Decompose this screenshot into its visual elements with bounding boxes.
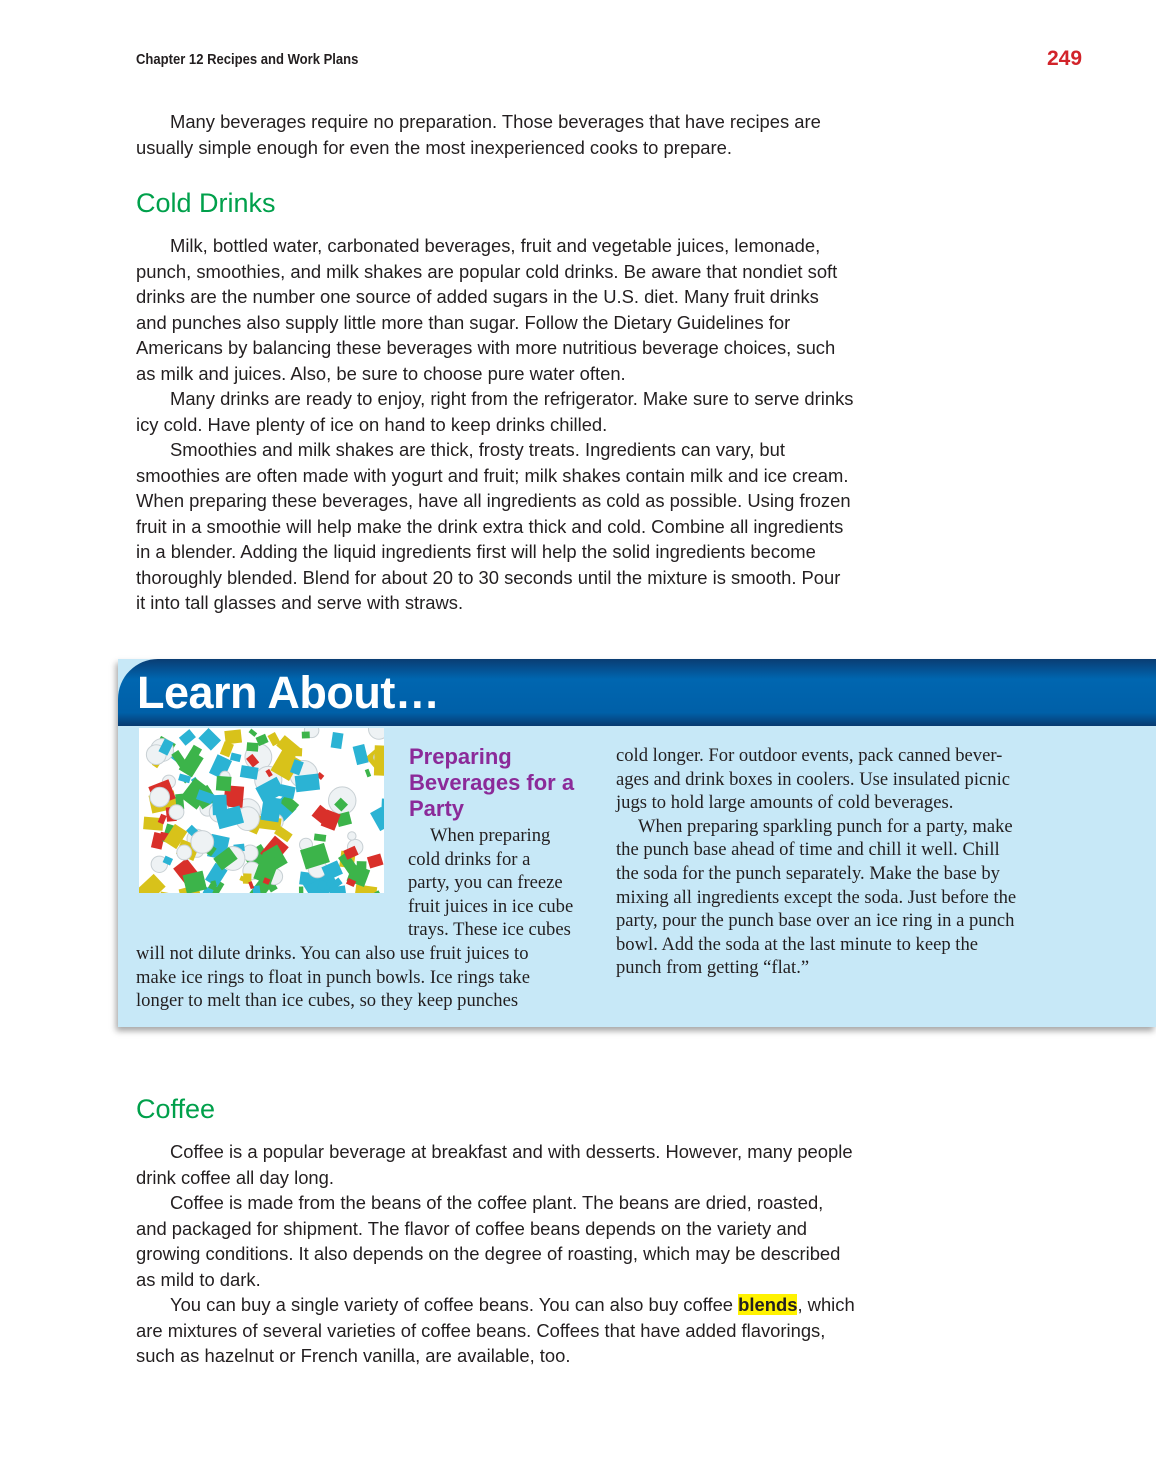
ice-shapes-image [139, 728, 384, 893]
text: , which [797, 1294, 855, 1315]
ice-shape [353, 884, 378, 893]
ice-shape [260, 796, 282, 822]
text-line: it into tall glasses and serve with straws. [136, 592, 464, 613]
text-line: as milk and juices. Also, be sure to choose pure water often. [136, 362, 626, 384]
text-line: the punch base ahead of time and chill it well. Chill [616, 839, 1000, 861]
running-head: Chapter 12 Recipes and Work Plans [136, 52, 359, 68]
ice-shape [348, 832, 356, 840]
text-line: such as hazelnut or French vanilla, are available, too. [136, 1345, 571, 1366]
sidebar-heading-line: Preparing [409, 744, 512, 769]
coffee-tail-lines [136, 1318, 855, 1369]
ice-shape [368, 728, 384, 739]
ice-shape [357, 861, 367, 871]
ice-shape [150, 787, 170, 807]
ice-shape [230, 753, 241, 763]
text: You can buy a single variety of coffee beans. You can also buy coffee [170, 1294, 739, 1315]
text-line: bowl. Add the soda at the last minute to keep the [616, 933, 978, 955]
blend-line [136, 1292, 855, 1318]
text-line: cold drinks for a [408, 848, 531, 870]
text-line: fruit juices in ice cube [408, 895, 574, 917]
ice-shape [248, 881, 254, 889]
sidebar-heading-line: Party [409, 796, 465, 821]
text-line: smoothies are often made with yogurt and fruit; milk shakes contain milk and ice cream. [136, 464, 849, 486]
ice-shape [246, 742, 258, 752]
text-line: icy cold. Have plenty of ice on hand to keep drinks chilled. [136, 413, 608, 435]
key-term-blends: blends [738, 1294, 798, 1315]
text-line: growing conditions. It also depends on the degree of roasting, which may be described [136, 1243, 841, 1264]
text-line: the soda for the punch separately. Make the base by [616, 862, 1000, 884]
text-line: thoroughly blended. Blend for about 20 to 30 seconds until the mixture is smooth. Pour [136, 566, 841, 588]
sidebar-col1-narrow [408, 824, 573, 942]
ice-shape [295, 773, 320, 792]
intro-paragraph [136, 109, 821, 160]
ice-shape [198, 728, 221, 751]
ice-shape [302, 732, 310, 739]
text-line: will not dilute drinks. You can also use fruit juices to [136, 943, 529, 964]
text-line: trays. These ice cubes [408, 919, 571, 941]
text-line: make ice rings to float in punch bowls. Ice rings take [136, 966, 530, 988]
text-line: Milk, bottled water, carbonated beverages, fruit and vegetable juices, lemonade, [170, 235, 821, 256]
text-line: party, you can freeze [408, 872, 563, 894]
text-line: Coffee is a popular beverage at breakfast and with desserts. However, many people [170, 1141, 853, 1162]
ice-shape [249, 729, 258, 737]
text-line: party, pour the punch base over an ice ring in a punch [616, 910, 1015, 932]
text-line: and punches also supply little more than sugar. Follow the Dietary Guidelines for [136, 311, 791, 333]
sidebar-heading-line: Beverages for a [409, 770, 575, 795]
text-line: are mixtures of several varieties of coffee beans. Coffees that have added flavorings, [136, 1319, 826, 1341]
sidebar-heading [409, 744, 574, 822]
coffee-lines [136, 1139, 855, 1292]
ice-shape [179, 729, 196, 746]
text-line: Americans by balancing these beverages with more nutritious beverage choices, such [136, 337, 836, 358]
text-line: When preparing these beverages, have all ingredients as cold as possible. Using frozen [136, 490, 851, 511]
coffee-text [136, 1139, 855, 1369]
ice-shapes-illustration [139, 728, 384, 893]
text-line: Smoothies and milk shakes are thick, frosty treats. Ingredients can vary, but [170, 439, 785, 460]
ice-shape [224, 729, 242, 744]
ice-shape [374, 745, 384, 776]
text-line: When preparing sparkling punch for a party, make [638, 815, 1013, 837]
text-line: and packaged for shipment. The flavor of coffee beans depends on the variety and [136, 1217, 808, 1239]
text-line: cold longer. For outdoor events, pack canned bever- [616, 745, 1003, 766]
ice-shape [331, 732, 344, 749]
text-line: mixing all ingredients except the soda. Just before the [616, 886, 1017, 908]
text-line: drinks are the number one source of added sugars in the U.S. diet. Many fruit drinks [136, 286, 819, 307]
text-line: in a blender. Adding the liquid ingredients first will help the solid ingredients become [136, 541, 816, 562]
text-line: Many beverages require no preparation. Those beverages that have recipes are [170, 111, 821, 132]
text-line: punch from getting “flat.” [616, 957, 810, 979]
section-heading-cold-drinks: Cold Drinks [136, 188, 276, 218]
text-line: as mild to dark. [136, 1268, 261, 1290]
text-line: usually simple enough for even the most inexperienced cooks to prepare. [136, 136, 732, 158]
sidebar-col1-wide [136, 942, 530, 1013]
ice-shape [367, 853, 384, 868]
ice-shape [278, 784, 295, 799]
cold-drinks-text [136, 233, 853, 616]
ice-shape [365, 769, 371, 778]
ice-shape [314, 833, 327, 841]
ice-shape [169, 805, 184, 820]
learn-about-title: Learn About… [137, 667, 440, 718]
sidebar-col2 [616, 744, 1016, 980]
ice-shape [191, 831, 214, 854]
ice-shape [216, 776, 232, 792]
section-heading-coffee: Coffee [136, 1094, 216, 1124]
ice-shape [177, 845, 192, 860]
text-line: Many drinks are ready to enjoy, right from the refrigerator. Make sure to serve drinks [170, 388, 854, 409]
text-line: fruit in a smoothie will help make the drink extra thick and cold. Combine all ingredients [136, 515, 844, 537]
text-line: Coffee is made from the beans of the coffee plant. The beans are dried, roasted, [170, 1192, 824, 1213]
text-line: punch, smoothies, and milk shakes are popular cold drinks. Be aware that nondiet soft [136, 260, 838, 282]
page-number: 249 [1047, 47, 1083, 70]
text-line: When preparing [430, 825, 551, 846]
ice-shape [299, 887, 303, 893]
text-line: drink coffee all day long. [136, 1166, 334, 1188]
ice-shape [353, 744, 369, 765]
text-line: longer to melt than ice cubes, so they keep punches [136, 990, 519, 1012]
text-line: ages and drink boxes in coolers. Use insulated picnic [616, 768, 1010, 790]
ice-shape [139, 874, 166, 893]
text-line: jugs to hold large amounts of cold beverages. [616, 792, 954, 814]
